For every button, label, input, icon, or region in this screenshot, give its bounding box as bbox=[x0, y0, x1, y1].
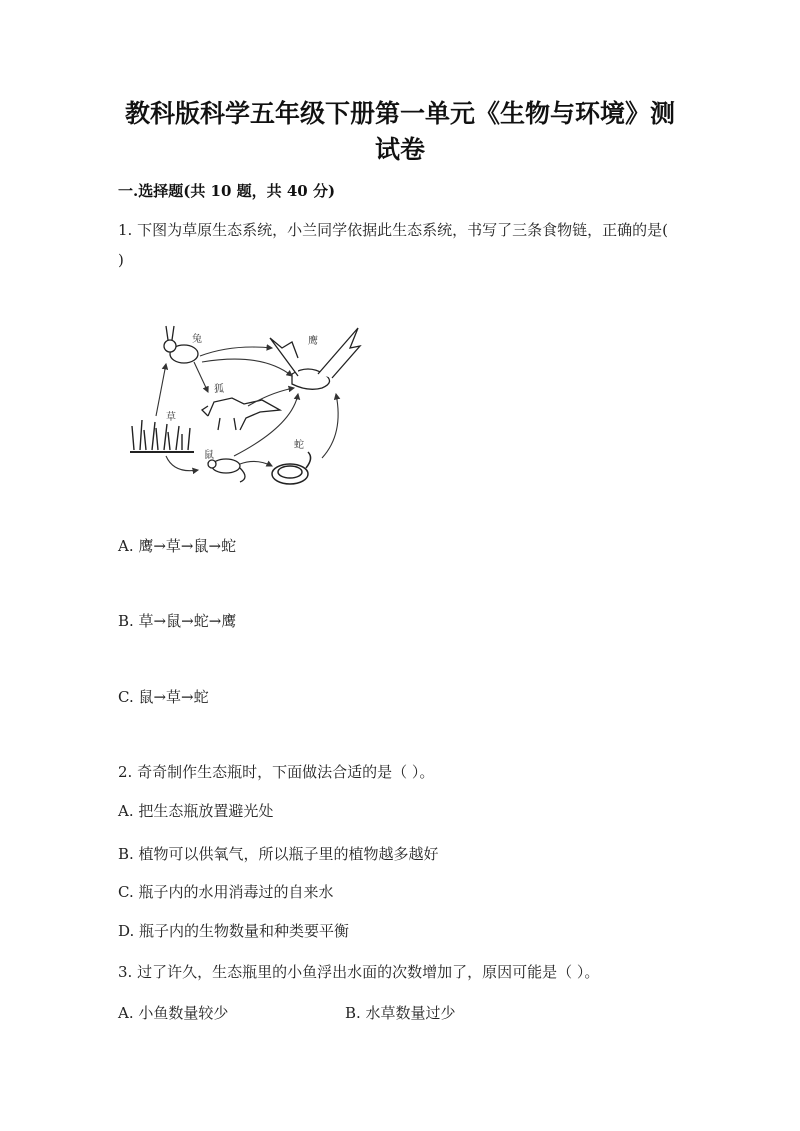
question-2-option-b: B. 植物可以供氧气，所以瓶子里的植物越多越好 bbox=[118, 845, 439, 863]
grass-illustration bbox=[130, 420, 194, 452]
page-title: 教科版科学五年级下册第一单元《生物与环境》测试卷 bbox=[124, 99, 675, 164]
snake-illustration bbox=[272, 452, 311, 484]
question-3-option-b: B. 水草数量过少 bbox=[345, 1004, 456, 1022]
question-3-stem: 3. 过了许久，生态瓶里的小鱼浮出水面的次数增加了，原因可能是（ ）。 bbox=[118, 963, 600, 981]
question-2-option-a: A. 把生态瓶放置避光处 bbox=[118, 802, 274, 820]
label-grass: 草 bbox=[166, 412, 176, 423]
food-web-figure bbox=[122, 318, 392, 496]
question-1-option-a: A. 鹰→草→鼠→蛇 bbox=[118, 537, 237, 555]
label-fox: 狐 bbox=[214, 384, 224, 395]
fox-illustration bbox=[202, 398, 280, 430]
question-1-option-b: B. 草→鼠→蛇→鹰 bbox=[118, 612, 237, 630]
question-2-stem: 2. 奇奇制作生态瓶时，下面做法合适的是（ ）。 bbox=[118, 763, 435, 781]
question-2-option-c: C. 瓶子内的水用消毒过的自来水 bbox=[118, 883, 334, 901]
label-mouse: 鼠 bbox=[204, 450, 214, 461]
question-2-option-d: D. 瓶子内的生物数量和种类要平衡 bbox=[118, 922, 350, 940]
question-1-option-c: C. 鼠→草→蛇 bbox=[118, 688, 209, 706]
label-rabbit: 兔 bbox=[192, 334, 202, 345]
section-heading: 一.选择题(共 10 题，共 40 分) bbox=[118, 182, 336, 200]
question-1-stem: 1. 下图为草原生态系统，小兰同学依据此生态系统，书写了三条食物链，正确的是( ) bbox=[118, 221, 668, 269]
question-3-option-a: A. 小鱼数量较少 bbox=[118, 1004, 229, 1022]
label-eagle: 鹰 bbox=[308, 336, 318, 347]
label-snake: 蛇 bbox=[294, 440, 304, 451]
mouse-illustration bbox=[208, 459, 245, 482]
